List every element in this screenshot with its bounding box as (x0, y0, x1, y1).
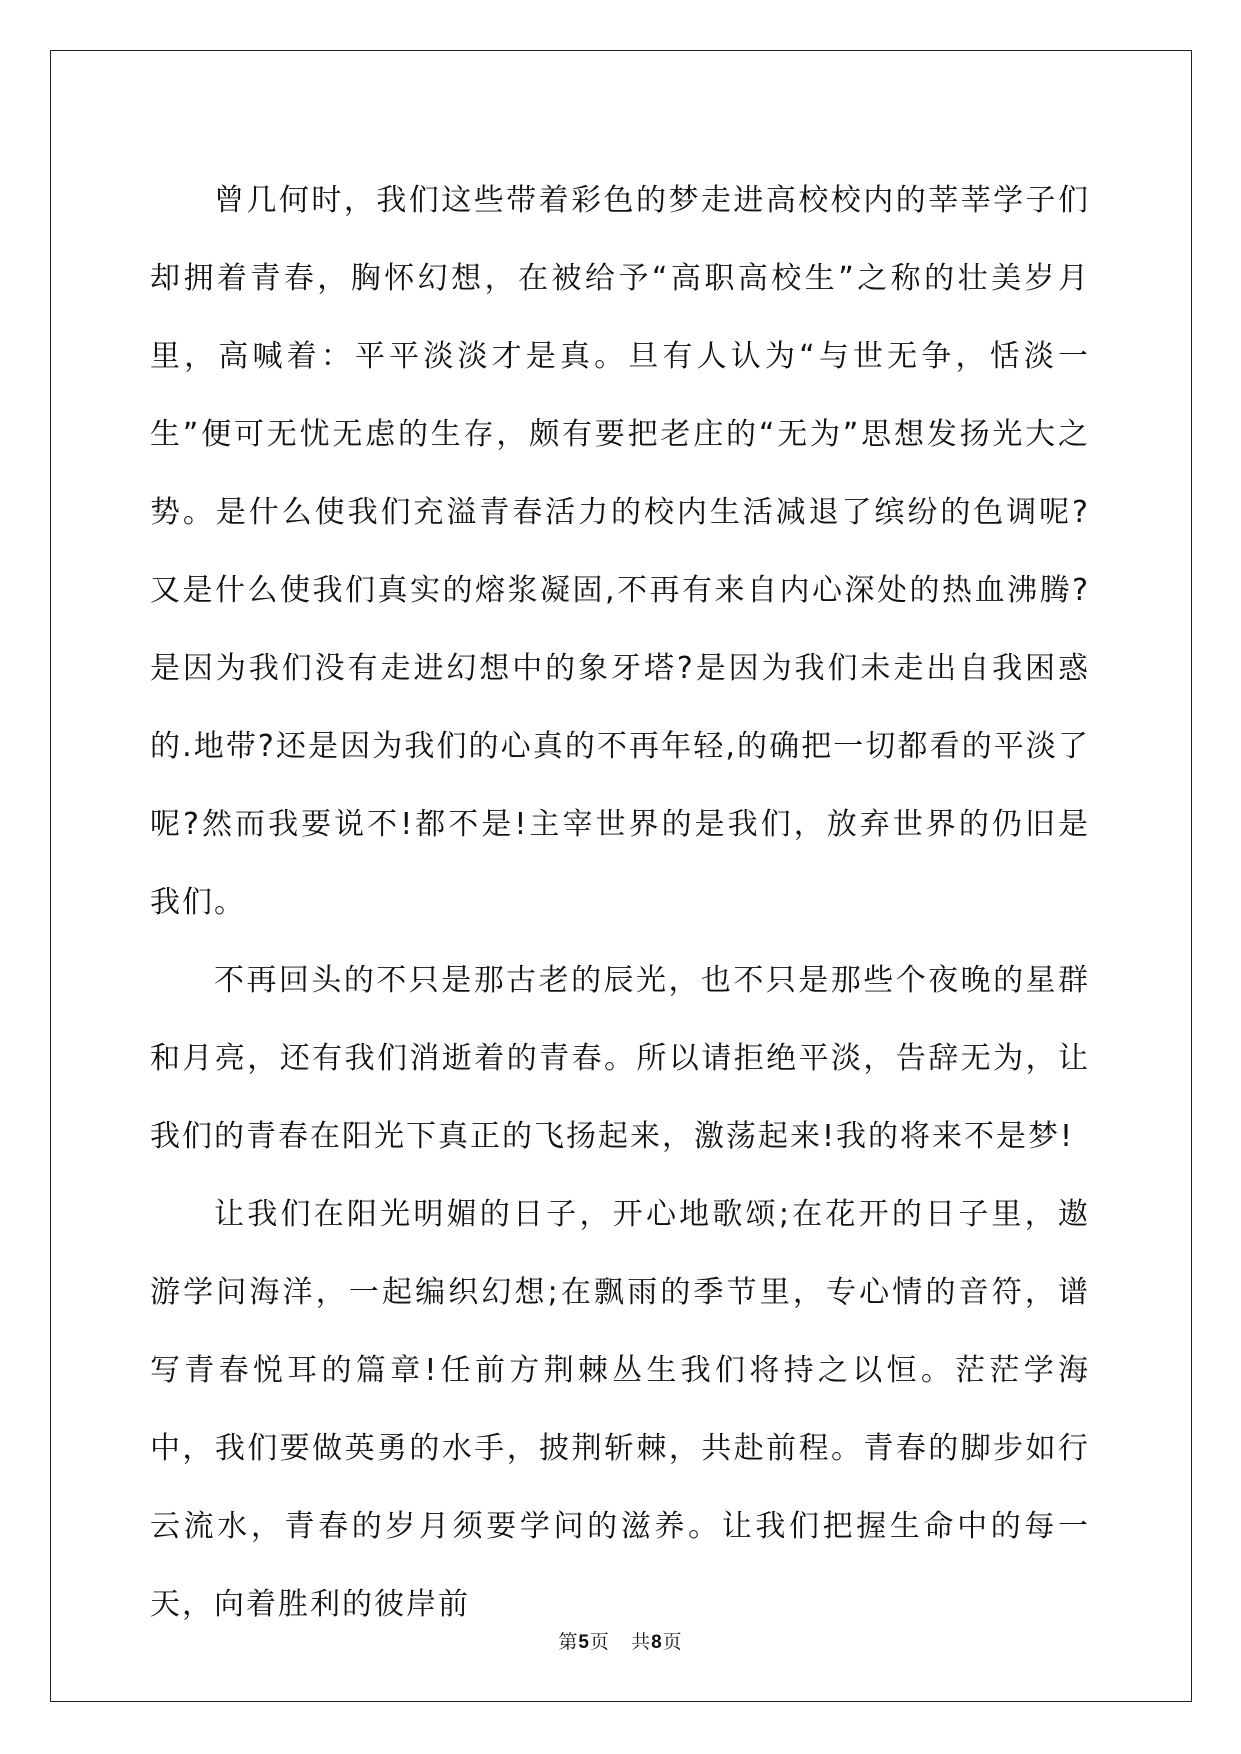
footer-page-prefix: 第 (558, 1631, 579, 1653)
footer-total-number: 8 (651, 1632, 663, 1653)
footer-total-suffix: 页 (662, 1631, 683, 1653)
footer-total-prefix: 共 (631, 1631, 652, 1653)
paragraph-1: 曾几何时，我们这些带着彩色的梦走进高校校内的莘莘学子们却拥着青春，胸怀幻想，在被给予“高职高校生”之称的壮美岁月里，高喊着：平平淡淡才是真。旦有人认为“与世无争，恬淡一生”便可无忧无虑的生存，颇有要把老庄的“无为”思想发扬光大之势。是什么使我们充溢青春活力的校内生活减退了缤纷的色调呢?又是什么使我们真实的熔浆凝固,不再有来自内心深处的热血沸腾?是因为我们没有走进幻想中的象牙塔?是因为我们未走出自我困惑的.地带?还是因为我们的心真的不再年轻,的确把一切都看的平淡了呢?然而我要说不!都不是!主宰世界的是我们，放弃世界的仍旧是我们。 (150, 183, 1090, 920)
document-body (150, 162, 1090, 1644)
paragraph-3: 让我们在阳光明媚的日子，开心地歌颂;在花开的日子里，遨游学问海洋，一起编织幻想;在飘雨的季节里，专心情的音符，谱写青春悦耳的篇章!任前方荆棘丛生我们将持之以恒。茫茫学海中，我们要做英勇的水手，披荆斩棘，共赴前程。青春的脚步如行云流水，青春的岁月须要学问的滋养。让我们把握生命中的每一天，向着胜利的彼岸前 (150, 1197, 1090, 1622)
footer-page-suffix: 页 (589, 1631, 610, 1653)
footer-page-number: 5 (578, 1632, 590, 1653)
page-footer (0, 1627, 1241, 1654)
paragraph-2: 不再回头的不只是那古老的辰光，也不只是那些个夜晚的星群和月亮，还有我们消逝着的青春。所以请拒绝平淡，告辞无为，让我们的青春在阳光下真正的飞扬起来，激荡起来!我的将来不是梦! (150, 963, 1090, 1154)
